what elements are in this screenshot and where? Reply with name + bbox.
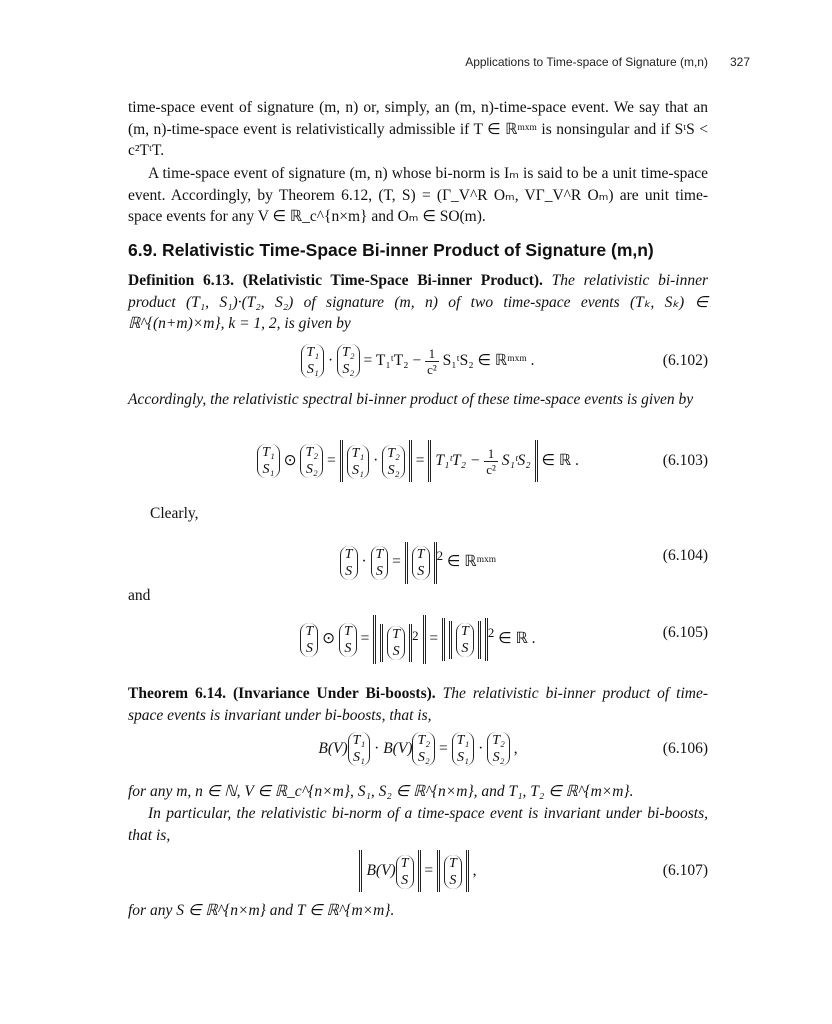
norm: B(V) T S — [359, 850, 420, 892]
norm: T₁ᵗT₂ − $\frac{1}{\text{c²}}$ S₁ᵗS₂ — [428, 440, 537, 482]
matrix: T₂ S₂ — [337, 344, 360, 378]
running-title: Applications to Time-space of Signature (m,n) — [465, 55, 708, 69]
norm: T $S^2$ — [373, 615, 425, 664]
definition-text: The relativistic bi-inner product (T₁, S₁)·(T₂, S₂) of signature (m, n) of two time-space events (Tₖ, Sₖ) ∈ ℝ^{(n+m)×m}, k = 1, 2, is given by — [128, 272, 708, 332]
equation-6-107: B(V) T S = T S , (6.107) — [128, 850, 708, 892]
norm: T S — [437, 850, 469, 892]
norm: T S — [405, 542, 437, 584]
equation-6-103: T₁ S₁ ⊙ T₂ S₂ = T₁ S₁ · T₂ S₂ = T₁ᵗT₂ − $\frac{1}{\text{c²}}$ S₁ᵗS₂ ∈ ℝ . (6.103) — [128, 440, 708, 482]
paragraph-in-particular: In particular, the relativistic bi-norm of a time-space event is invariant under bi-boosts, that is, — [128, 805, 708, 844]
and-label: and — [128, 587, 151, 604]
paragraph-admissible: time-space event of signature (m, n) or, simply, an (m, n)-time-space event. We say that an (m, n)-time-space event is relativistically admissible if T ∈ ℝᵐˣᵐ is nonsingular and if SᵗS < c²TᵗT. — [128, 99, 708, 159]
equation-6-102: T₁ S₁ · T₂ S₂ = T₁ᵗT₂ − $\frac{1}{\text{c²}}$ S₁ᵗS₂ ∈ ℝᵐˣᵐ . (6.102) — [128, 340, 708, 382]
equation-number: (6.102) — [662, 352, 708, 369]
definition-6-13 — [128, 270, 708, 335]
page-number: 327 — [729, 55, 750, 69]
matrix: T₁ S₁ — [301, 344, 324, 378]
equation-number: (6.105) — [662, 624, 708, 641]
equation-6-106: B(V) T₁ S₁ · B(V) T₂ S₂ = T₁ S₁ · T₂ S₂ , (6.106) — [128, 728, 708, 770]
norm: T S — [442, 618, 488, 660]
running-header — [465, 55, 750, 69]
equation-6-105: T S ⊙ T S = T $S^2 = T$ $S^2$ ∈ ℝ . (6.105) — [128, 612, 708, 654]
section-title: 6.9. Relativistic Time-Space Bi-inner Product of Signature (m,n) — [128, 240, 654, 260]
theorem-text: The relativistic bi-inner product of time-space events is invariant under bi-boosts, that is, — [128, 685, 709, 724]
theorem-heading: Theorem 6.14. (Invariance Under Bi-boosts). — [128, 685, 436, 702]
definition-heading: Definition 6.13. (Relativistic Time-Space Bi-inner Product). — [128, 272, 543, 289]
norm: T₁ S₁ · T₂ S₂ — [340, 440, 412, 482]
equation-number: (6.107) — [662, 862, 708, 879]
clearly-label: Clearly, — [150, 505, 199, 522]
fraction: $\frac{1}{\text{c²}}$ — [427, 345, 437, 377]
paragraph-spectral: Accordingly, the relativistic spectral bi-inner product of these time-space events is given by — [128, 391, 694, 408]
theorem-6-14 — [128, 683, 708, 726]
equation-6-104: T S · T S = T $S^2$ ∈ ℝᵐˣᵐ (6.104) — [128, 535, 708, 577]
equation-number: (6.103) — [662, 452, 708, 469]
equation-number: (6.104) — [662, 547, 708, 564]
theorem-conditions: for any m, n ∈ ℕ, V ∈ ℝ_c^{n×m}, S₁, S₂ ∈ ℝ^{n×m}, and T₁, T₂ ∈ ℝ^{m×m}. — [128, 783, 634, 800]
final-conditions: for any S ∈ ℝ^{n×m} and T ∈ ℝ^{m×m}. — [128, 902, 395, 919]
paragraph-unit-event: A time-space event of signature (m, n) whose bi-norm is Iₘ is said to be a unit time-space event. Accordingly, by Theorem 6.12, (T, S) = (Γ_V^R Oₘ, VΓ_V^R Oₘ) are unit time-space events for any V ∈ ℝ_c^{n×m} and Oₘ ∈ SO(m). — [128, 165, 708, 225]
equation-number: (6.106) — [662, 740, 708, 757]
